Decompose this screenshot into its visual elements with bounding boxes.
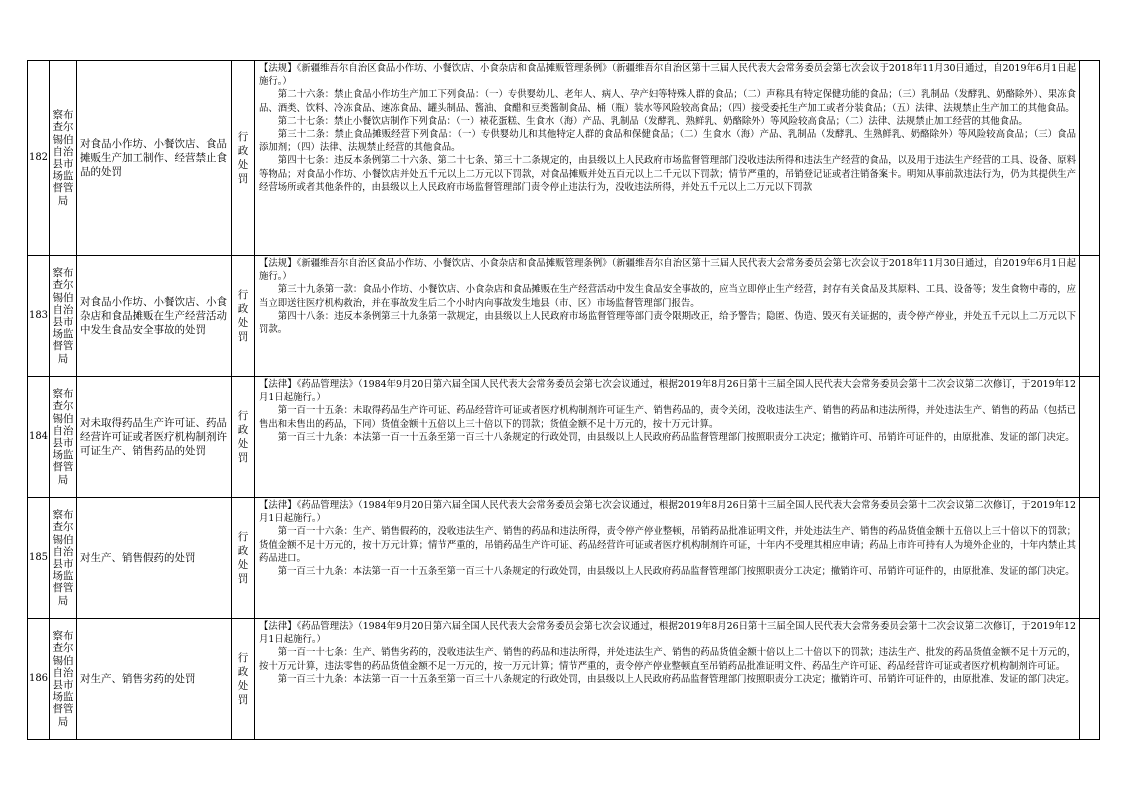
law-article: 第一百三十九条：本法第一百一十五条至第一百三十八条规定的行政处罚，由县级以上人民政府药品监督管理部门按照职责分工决定；撤销许可、吊销许可证件的，由原批准、发证的部门决定。 [277, 431, 1075, 443]
table-row-182 [28, 61, 1100, 256]
penalty-type: 行政处罚 [232, 498, 255, 619]
implementing-agency: 察布查尔锡伯自治县市场监督管局 [50, 256, 77, 377]
legal-basis [255, 377, 1080, 498]
implementing-agency: 察布查尔锡伯自治县市场监督管局 [50, 377, 77, 498]
legal-basis [255, 61, 1080, 256]
law-article: 第二十七条：禁止小餐饮店制作下列食品：（一）裱花蛋糕、生食水（海）产品、乳制品（发酵乳、熟鲜乳、奶酪除外）等风险较高食品；（二）法律、法规禁止加工经营的其他食品。 [277, 115, 1028, 127]
row-number: 182 [28, 61, 50, 256]
table-row-186 [28, 619, 1100, 740]
law-citation: 【法规】《新疆维吾尔自治区食品小作坊、小餐饮店、小食杂店和食品摊贩管理条例》（新疆维吾尔自治区第十三届人民代表大会常务委员会第七次会议于2018年11月30日通过，自2019年6月1日起施行。） [259, 258, 1076, 283]
penalty-item: 对生产、销售假药的处罚 [77, 498, 232, 619]
table-row-185 [28, 498, 1100, 619]
penalty-item: 对食品小作坊、小餐饮店、小食杂店和食品摊贩在生产经营活动中发生食品安全事故的处罚 [77, 256, 232, 377]
law-article: 第二十六条：禁止食品小作坊生产加工下列食品：（一）专供婴幼儿、老年人、病人、孕产妇等特殊人群的食品；（二）声称具有特定保健功能的食品；（三）乳制品（发酵乳、奶酪除外）、果冻食品、酒类、饮料、冷冻食品、速冻食品、罐头制品、酱油、食醋和豆类酱制食品、桶（瓶）装水等风险较高食品；（四）接受委托生产加工或者分装食品；（五）法律、法规禁止生产加工的其他食品。 [259, 89, 1076, 114]
legal-basis [255, 619, 1080, 740]
law-article: 第四十七条：违反本条例第二十六条、第二十七条、第三十二条规定的，由县级以上人民政府市场监督管理部门没收违法所得和违法生产经营的食品，以及用于违法生产经营的工具、设备、原料等物品；对食品小作坊、小餐饮店并处五千元以上二万元以下罚款，对食品摊贩并处五百元以上二千元以下罚款；情节严重的，吊销登记证或者注销备案卡。明知从事前款违法行为，仍为其提供生产经营场所或者其他条件的，由县级以上人民政府市场监督管理部门责令停止违法行为，没收违法所得，并处五千元以上二万元以下罚款 [259, 155, 1076, 193]
row-number: 185 [28, 498, 50, 619]
law-article: 第一百三十九条：本法第一百一十五条至第一百三十八条规定的行政处罚，由县级以上人民政府药品监督管理部门按照职责分工决定；撤销许可、吊销许可证件的，由原批准、发证的部门决定。 [277, 566, 1075, 578]
table-row-184 [28, 377, 1100, 498]
penalty-type: 行政处罚 [232, 61, 255, 256]
penalty-type: 行政处罚 [232, 619, 255, 740]
remarks-cell [1080, 619, 1100, 740]
row-number: 184 [28, 377, 50, 498]
law-citation: 【法律】《药品管理法》（1984年9月20日第六届全国人民代表大会常务委员会第七次会议通过，根据2019年8月26日第十三届全国人民代表大会常务委员会第十二次会议第二次修订，于2019年12月1日起施行。） [259, 500, 1076, 525]
law-citation: 【法规】《新疆维吾尔自治区食品小作坊、小餐饮店、小食杂店和食品摊贩管理条例》（新疆维吾尔自治区第十三届人民代表大会常务委员会第七次会议于2018年11月30日通过，自2019年6月1日起施行。） [259, 63, 1076, 88]
implementing-agency: 察布查尔锡伯自治县市场监督管局 [50, 619, 77, 740]
law-article: 第一百一十七条：生产、销售劣药的，没收违法生产、销售的药品和违法所得，并处违法生产、销售的药品货值金额十倍以上二十倍以下的罚款；违法生产、批发的药品货值金额不足十万元的，按十万元计算，违法零售的药品货值金额不足一万元的，按一万元计算；情节严重的，责令停产停业整顿直至吊销药品批准证明文件、药品生产许可证、药品经营许可证或者医疗机构制剂许可证。 [259, 647, 1076, 672]
implementing-agency: 察布查尔锡伯自治县市场监督管局 [50, 498, 77, 619]
remarks-cell [1080, 256, 1100, 377]
law-article: 第三十二条：禁止食品摊贩经营下列食品：（一）专供婴幼儿和其他特定人群的食品和保健食品；（二）生食水（海）产品、乳制品（发酵乳、生熟鲜乳、奶酪除外）等风险较高食品；（三）食品添加剂；（四）法律、法规禁止经营的其他食品。 [259, 129, 1076, 154]
remarks-cell [1080, 498, 1100, 619]
law-article: 第一百一十六条：生产、销售假药的，没收违法生产、销售的药品和违法所得，责令停产停业整顿，吊销药品批准证明文件，并处违法生产、销售的药品货值金额十五倍以上三十倍以下的罚款；货值金额不足十万元的，按十万元计算；情节严重的，吊销药品生产许可证、药品经营许可证或者医疗机构制剂许可证，十年内不受理其相应申请；药品上市许可持有人为境外企业的，十年内禁止其药品进口。 [259, 526, 1076, 564]
row-number: 183 [28, 256, 50, 377]
law-citation: 【法律】《药品管理法》（1984年9月20日第六届全国人民代表大会常务委员会第七次会议通过，根据2019年8月26日第十三届全国人民代表大会常务委员会第十二次会议第二次修订，于2019年12月1日起施行。） [259, 621, 1076, 646]
penalty-item: 对食品小作坊、小餐饮店、食品摊贩生产加工制作、经营禁止食品的处罚 [77, 61, 232, 256]
penalty-type: 行政处罚 [232, 377, 255, 498]
legal-basis [255, 498, 1080, 619]
penalty-item: 对未取得药品生产许可证、药品经营许可证或者医疗机构制剂许可证生产、销售药品的处罚 [77, 377, 232, 498]
law-article: 第一百一十五条：未取得药品生产许可证、药品经营许可证或者医疗机构制剂许可证生产、销售药品的，责令关闭，没收违法生产、销售的药品和违法所得，并处违法生产、销售的药品（包括已售出和未售出的药品，下同）货值金额十五倍以上三十倍以下的罚款；货值金额不足十万元的，按十万元计算。 [259, 405, 1076, 430]
law-article: 第四十八条：违反本条例第三十九条第一款规定，由县级以上人民政府市场监督管理等部门责令限期改正，给予警告；隐匿、伪造、毁灭有关证据的，责令停产停业，并处五千元以上二万元以下罚款。 [259, 310, 1076, 336]
law-citation: 【法律】《药品管理法》（1984年9月20日第六届全国人民代表大会常务委员会第七次会议通过，根据2019年8月26日第十三届全国人民代表大会常务委员会第十二次会议第二次修订，于2019年12月1日起施行。） [259, 379, 1076, 404]
table-row-183 [28, 256, 1100, 377]
penalty-item: 对生产、销售劣药的处罚 [77, 619, 232, 740]
remarks-cell [1080, 61, 1100, 256]
row-number: 186 [28, 619, 50, 740]
remarks-cell [1080, 377, 1100, 498]
implementing-agency: 察布查尔锡伯自治县市场监督管局 [50, 61, 77, 256]
penalty-type: 行政处罚 [232, 256, 255, 377]
legal-basis [255, 256, 1080, 377]
penalty-table [27, 60, 1100, 740]
law-article: 第一百三十九条：本法第一百一十五条至第一百三十八条规定的行政处罚，由县级以上人民政府药品监督管理部门按照职责分工决定；撤销许可、吊销许可证件的，由原批准、发证的部门决定。 [277, 673, 1075, 685]
law-article: 第三十九条第一款：食品小作坊、小餐饮店、小食杂店和食品摊贩在生产经营活动中发生食品安全事故的，应当立即停止生产经营，封存有关食品及其原料、工具、设备等；发生食物中毒的，应当立即送往医疗机构救治，并在事故发生后二个小时内向事故发生地县（市、区）市场监督管理部门报告。 [259, 284, 1076, 309]
